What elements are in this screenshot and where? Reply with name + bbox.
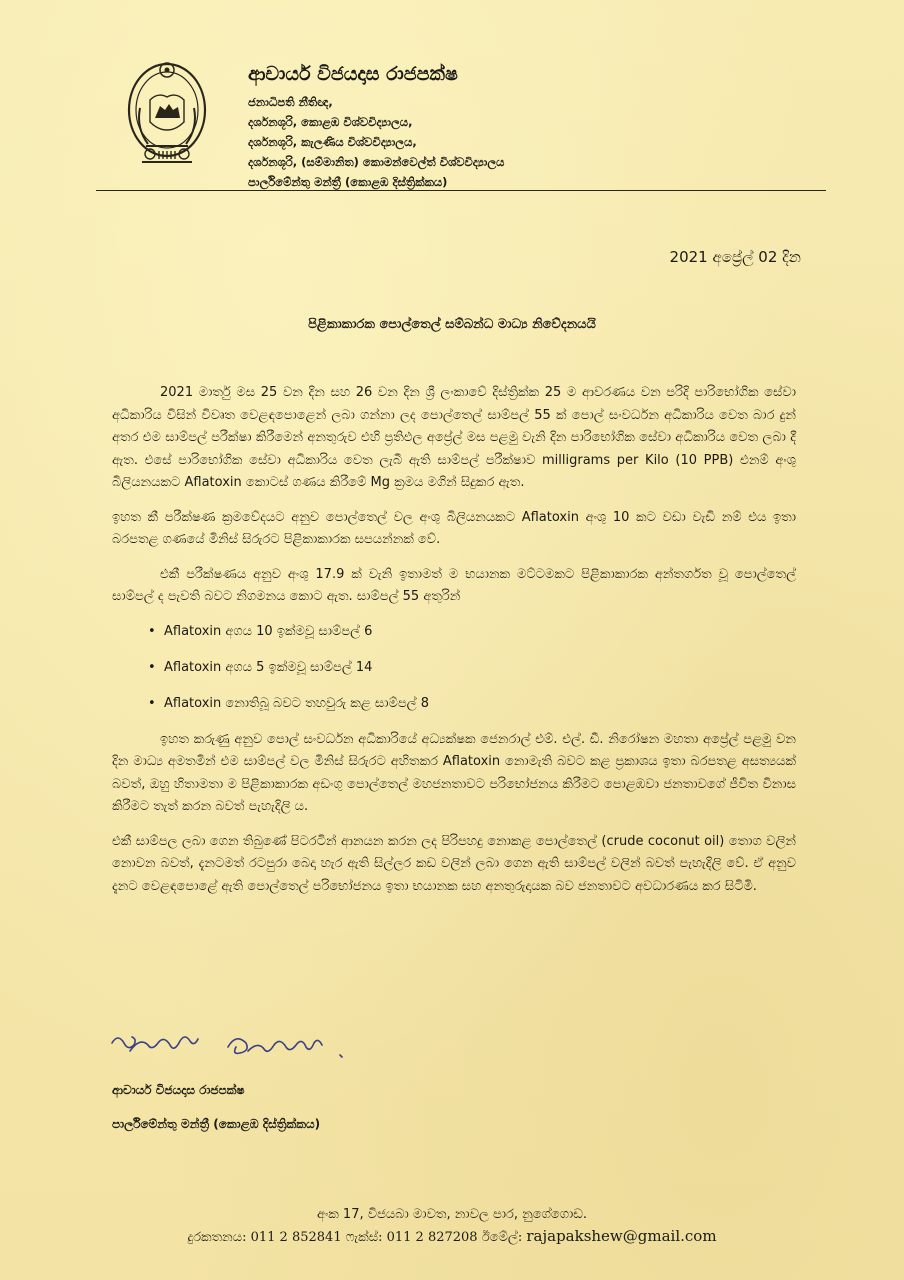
bullet-icon: • [148,623,156,639]
body-paragraph: එකී පරීක්ෂණය අනුව අංශු 17.9 ක් වැනි ඉතාමත් ම භයානක මට්ටමකට පිළිකාකාරක අන්තර්ගත වූ පොල්තෙල් සාම්පල් ද පැවති බවට නිගමනය කොට ඇත. සාම්පල් 55 අතුරින් [112,566,796,604]
email-label: ඊමේල්: [481,1230,523,1245]
letter-date: 2021 අප්‍රේල් 02 දින [669,248,801,266]
footer-address: අංක 17, විජයබා මාවත, නාවල පාර, නුගේගොඩ. [316,1207,588,1222]
letterhead-title: දර්ශනශූරි, (සම්මානිත) කොමන්වෙල්ත් විශ්වවිද්‍යාලය [248,155,505,169]
letterhead-title: දර්ශනශූරි, කැලණිය විශ්වවිද්‍යාලය, [248,135,417,149]
footer-contact [0,1227,904,1245]
list-item [148,621,796,643]
letter-subject: පිළිකාකාරක පොල්තෙල් සම්බන්ධ මාධ්‍ය නිවේදනයයි [308,317,596,332]
letterhead-title: පාර්ලිමේන්තු මන්ත්‍රී (කොළඹ දිස්ත්‍රික්කය) [248,175,448,189]
letterhead-title: දර්ශනශූරි, කොළඹ විශ්වවිද්‍යාලය, [248,115,413,129]
list-item-text: Aflatoxin අගය 5 ඉක්මවූ සාම්පල් 14 [164,659,373,675]
body-paragraph: එකී සාම්පල ලබා ගෙන තිබුණේ පිටරටින් ආනයන කරන ලද පිරිපහදු නොකළ පොල්තෙල් (crude coconut oil) තොග වලින් නොවන බවත්, දැනටමත් රටපුරා බෙදා හැර ඇති සිල්ලර කඩ වලින් ලබා ගෙන ඇති සාම්පල් වලින් බවත් පැහැදිලි වේ. ඒ අනුව දැනට වෙළඳපොළේ ඇති පොල්තෙල් පරිභෝජනය ඉතා භයානක සහ අනතුරුදායක බව ජනතාවට අවධාරණය කර සිටිමි. [112,833,796,894]
email-address: rajapakshew@gmail.com [526,1227,717,1245]
fax-label: ෆැක්ස්: [345,1230,383,1245]
letterhead-title: ජනාධිපති නීතිඥ, [248,95,333,109]
phone-number: 011 2 852841 [250,1230,342,1245]
list-item-text: Aflatoxin නොතිබූ බවට තහවුරු කළ සාම්පල් 8 [164,695,430,711]
results-list [112,621,796,715]
header-divider [96,190,826,191]
list-item-text: Aflatoxin අගය 10 ඉක්මවූ සාම්පල් 6 [164,623,373,639]
fax-number: 011 2 827208 [386,1230,478,1245]
bullet-icon: • [148,659,156,675]
body-paragraph: ඉහත කී පරීක්ෂණ ක්‍රමවේදයට අනුව පොල්තෙල් වල අංශු බිලියනයකට Aflatoxin අංශු 10 කට වඩා වැඩි නම් එය ඉතා බරපතළ ගණයේ මිනිස් සිරුරට පිළිකාකාරක සපයන්නක් වේ. [112,509,796,547]
signatory-name: ආචාර්ය විජයදාස රාජපක්ෂ [112,1083,245,1097]
handwritten-signature [108,1025,358,1075]
signatory-title: පාර්ලිමේන්තු මන්ත්‍රී (කොළඹ දිස්ත්‍රික්කය) [112,1117,321,1131]
body-paragraph: 2021 මාර්තු මස 25 වන දින සහ 26 වන දින ශ්‍රී ලංකාවේ දිස්ත්‍රික්ක 25 ම ආවරණය වන පරිදි පාරිභෝගික සේවා අධිකාරිය විසින් විවෘත වෙළඳපොළෙන් ලබා ගන්නා ලද පොල්තෙල් සාම්පල් 55 ක් පොල් සංවර්ධන අධිකාරිය වෙත බාර දුන් අතර එම සාම්පල් පරීක්ෂා කිරීමෙන් අනතුරුව එහි ප්‍රතිඵල අප්‍රේල් මස පළමු වැනි දින පාරිභෝගික සේවා අධිකාරිය වෙත ලබා දී ඇත. එසේ පාරිභෝගික සේවා අධිකාරිය වෙත ලැබී ඇති සාම්පල් පරීක්ෂාව milligrams per Kilo (10 PPB) එනම් අංශු බිලියනයකට Aflatoxin කොටස් ගණය කිරීමේ Mg ක්‍රමය මගින් සිදුකර ඇත. [112,385,796,490]
body-paragraph: ඉහත කරුණු අනුව පොල් සංවර්ධන අධිකාරියේ අධ්‍යක්ෂක ජෙනරාල් එම්. එල්. ඩී. නිරෝෂන මහතා අප්‍රේල් පළමු වන දින මාධ්‍ය අමතමින් එම සාම්පල් වල මිනිස් සිරුරට අහිතකර Aflatoxin නොමැති බවට කළ ප්‍රකාශය ඉතා බරපතළ අසත්‍යයක් බවත්, ඔහු හිතාමතා ම පිළිකාකාරක අඩංගු පොල්තෙල් මහජනතාවට පරිභෝජනය කිරීමට පොළඹවා ජනතාවගේ ජීවිත විනාස කිරීමට තැත් කරන බවත් පැහැදිලි ය. [112,731,796,814]
sri-lanka-emblem-icon [126,58,208,170]
list-item [148,657,796,679]
list-item [148,693,796,715]
letterhead-name: ආචාර්ය විජයදාස රාජපක්ෂ [248,63,458,85]
letterhead [248,62,808,192]
bullet-icon: • [148,695,156,711]
letter-body [112,382,796,910]
phone-label: දුරකතනය: [187,1230,247,1245]
